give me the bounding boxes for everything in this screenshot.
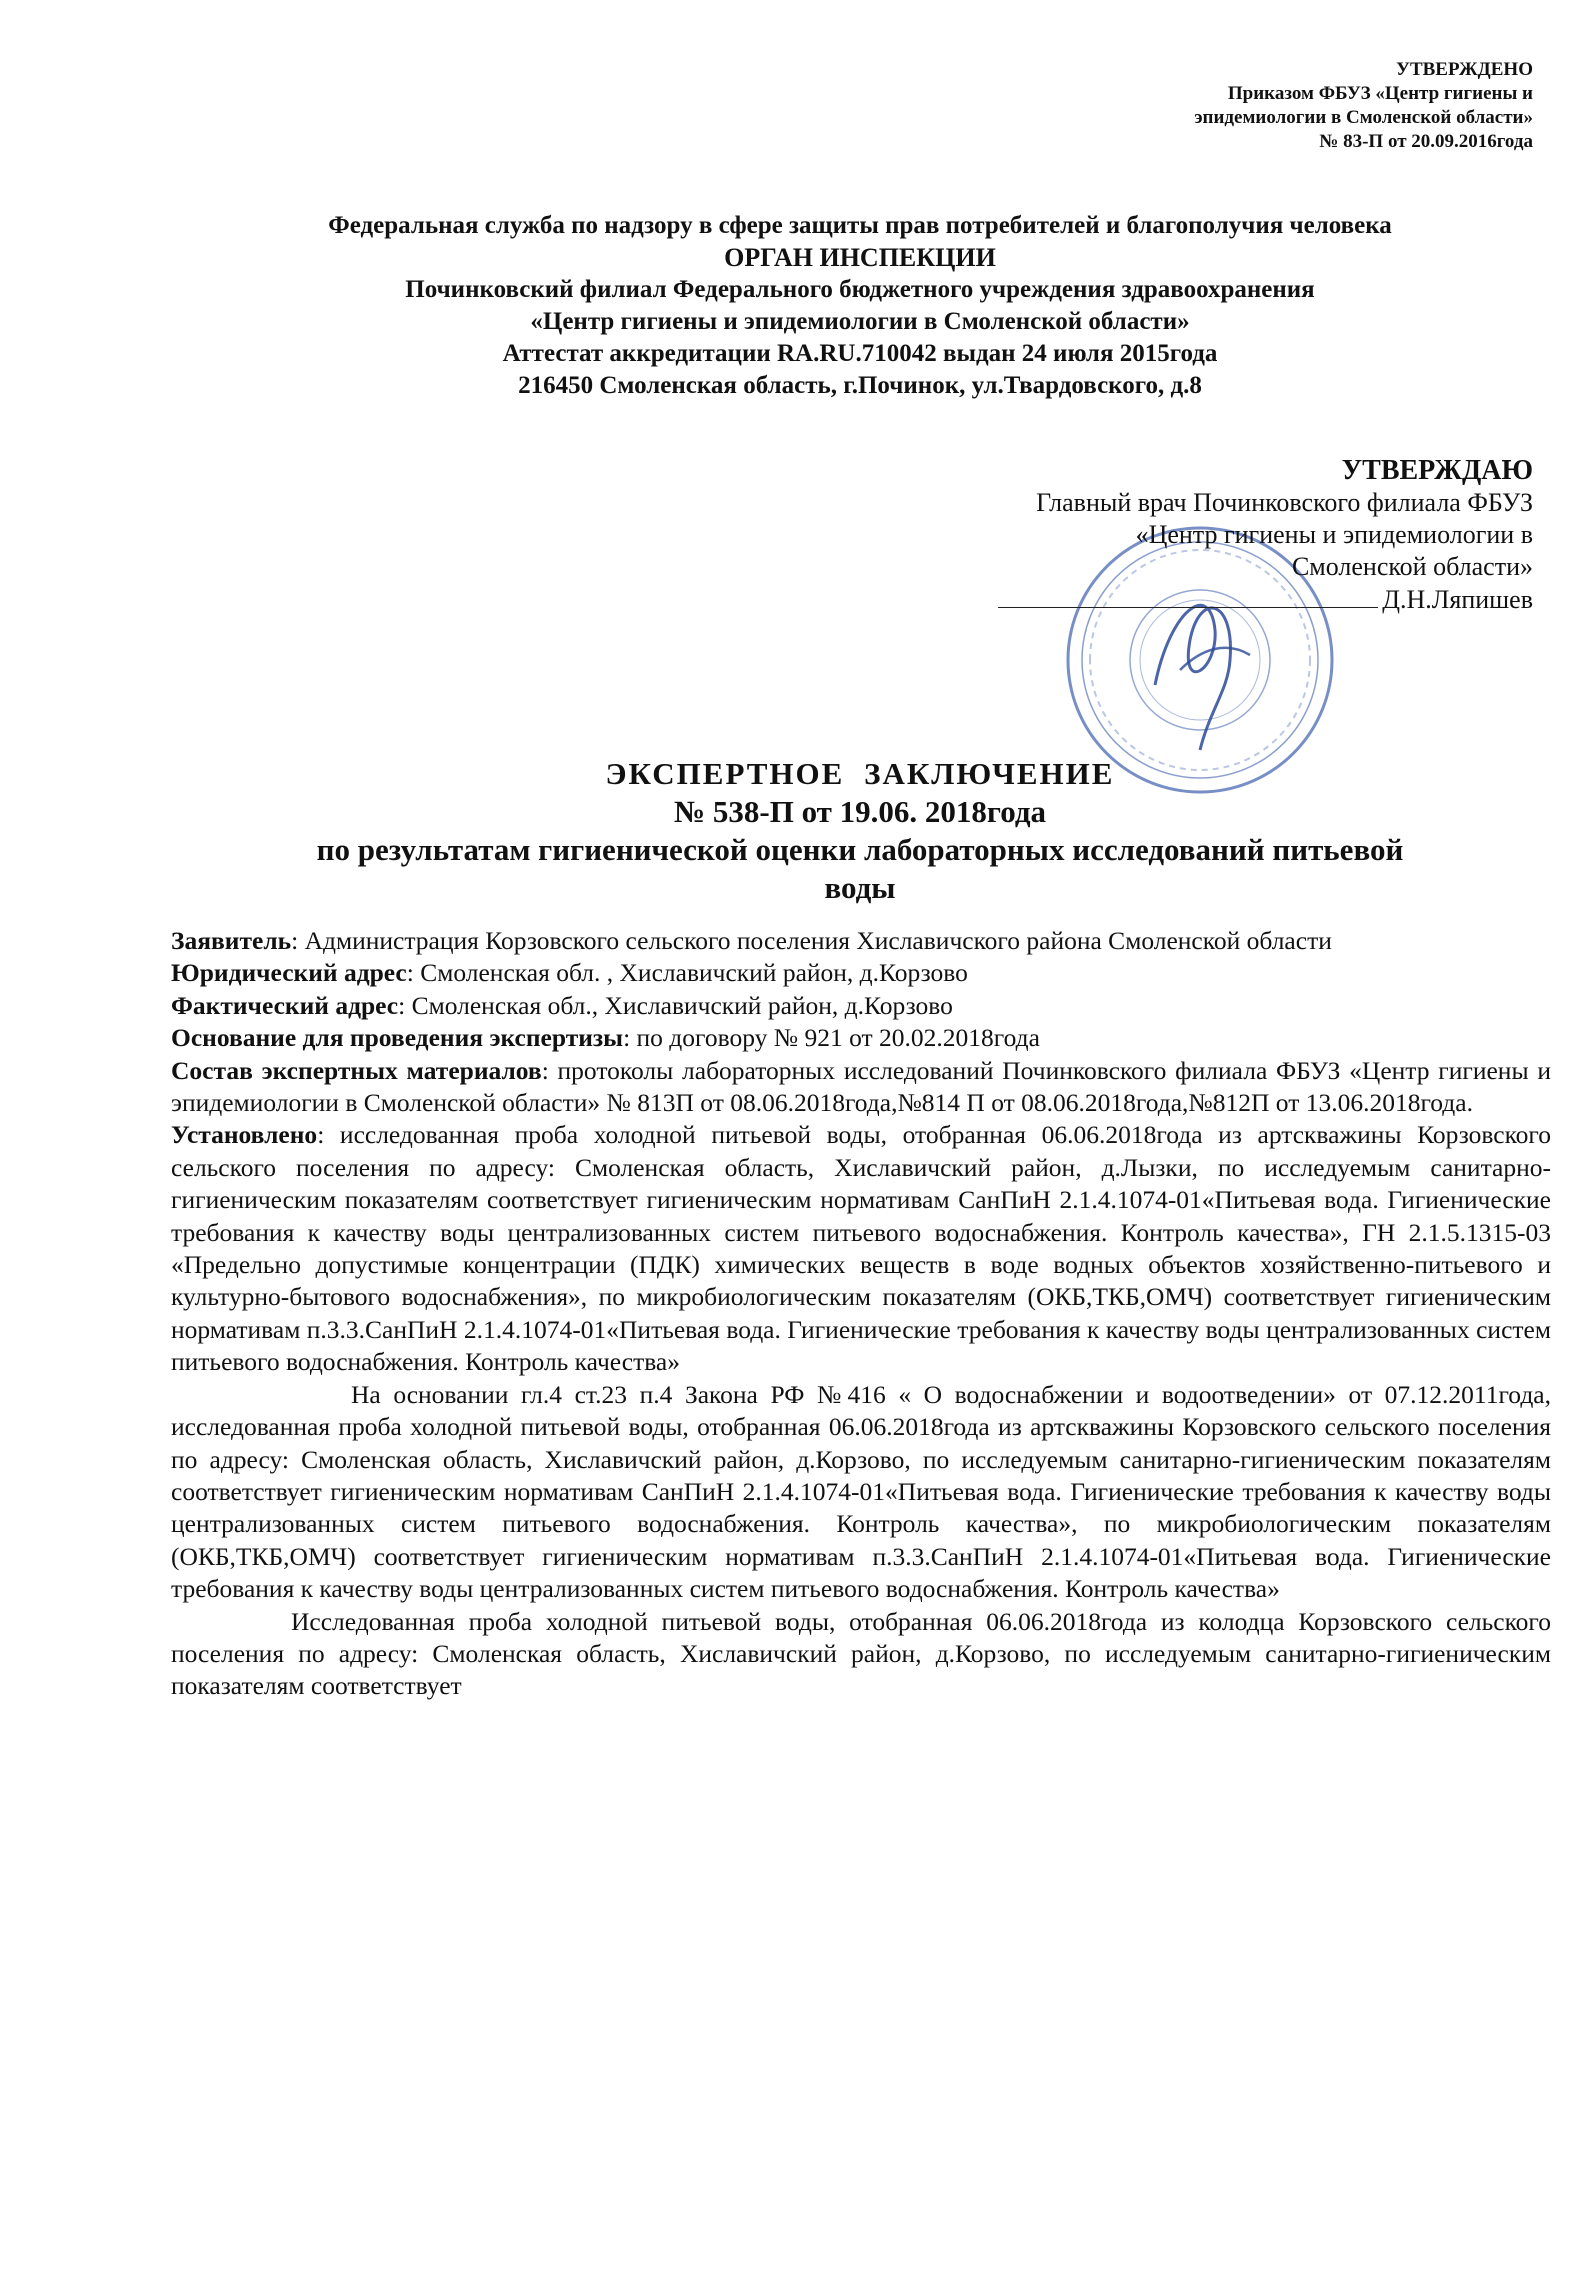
field-legal-address [171,957,1551,989]
approved-label: УТВЕРЖДЕНО [1396,59,1533,80]
org-line-5: Аттестат аккредитации RA.RU.710042 выдан 24 июля 2015года [502,340,1218,367]
confirm-line-1: Главный врач Починковского филиала ФБУЗ [1036,488,1533,517]
applicant-label: Заявитель [171,926,292,955]
title-line-3: по результатам гигиенической оценки лабораторных исследований питьевой [316,832,1404,867]
actual-address-label: Фактический адрес [171,990,399,1020]
title-line-4: воды [824,870,896,905]
actual-address-value: : Смоленская обл., Хиславичский район, д.Корзово [398,990,953,1020]
approved-block [1194,58,1533,154]
established-value: : исследованная проба холодной питьевой воды, отобранная 06.06.2018года из артскважины Корзовского сельского поселения по адресу: Смоленская область, Хиславичский район, д.Лызки, по исследуемым санитарно-гигиеническим показателям соответствует гигиеническим нормативам СанПиН 2.1.4.1074-01«Питьевая вода. Гигиенические требования к качеству воды централизованных систем питьевого водоснабжения. Контроль качества», ГН 2.1.5.1315-03 «Предельно допустимые концентрации (ПДК) химических веществ в воде водных объектов хозяйственно-питьевого и культурно-бытового водоснабжения», по микробиологическим показателям (ОКБ,ТКБ,ОМЧ) соответствует гигиеническим нормативам п.3.3.СанПиН 2.1.4.1074-01«Питьевая вода. Гигиенические требования к качеству воды централизованных систем питьевого водоснабжения. Контроль качества» [171,1120,1551,1377]
confirm-line-3: Смоленской области» [1291,552,1533,581]
approved-line-3: № 83-П от 20.09.2016года [1319,131,1533,152]
organization-header [180,210,1540,402]
approved-line-1: Приказом ФБУЗ «Центр гигиены и [1227,83,1533,104]
established-label: Установлено [171,1120,318,1150]
field-actual-address [171,990,1551,1022]
org-line-6: 216450 Смоленская область, г.Починок, ул.Твардовского, д.8 [518,372,1202,399]
paragraph-conclusion-1: На основании гл.4 ст.23 п.4 Закона РФ №416 « О водоснабжении и водоотведении» от 07.12.2011года, исследованная проба холодной питьевой воды, отобранная 06.06.2018года из артскважины Корзовского сельского поселения по адресу: Смоленская область, Хиславичский район, д.Корзово, по исследуемым санитарно-гигиеническим показателям соответствует гигиеническим нормативам СанПиН 2.1.4.1074-01«Питьевая вода. Гигиенические требования к качеству воды централизованных систем питьевого водоснабжения. Контроль качества», по микробиологическим показателям (ОКБ,ТКБ,ОМЧ) соответствует гигиеническим нормативам п.3.3.СанПиН 2.1.4.1074-01«Питьевая вода. Гигиенические требования к качеству воды централизованных систем питьевого водоснабжения. Контроль качества» [171,1379,1551,1604]
title-line-2: № 538-П от 19.06. 2018года [674,794,1046,829]
org-line-1: Федеральная служба по надзору в сфере защиты прав потребителей и благополучия человека [328,212,1392,239]
field-applicant [171,925,1551,957]
applicant-value: : Администрация Корзовского сельского поселения Хиславичского района Смоленской области [291,926,1332,955]
field-materials [171,1055,1551,1120]
legal-address-label: Юридический адрес [171,958,407,988]
field-basis [171,1022,1551,1054]
basis-value: : по договору № 921 от 20.02.2018года [623,1023,1040,1053]
confirm-block [813,455,1533,616]
signature-line [998,583,1378,608]
legal-address-value: : Смоленская обл. , Хиславичский район, д.Корзово [406,958,968,988]
org-line-4: «Центр гигиены и эпидемиологии в Смоленской области» [530,308,1190,335]
paragraph-conclusion-2: Исследованная проба холодной питьевой воды, отобранная 06.06.2018года из колодца Корзовского сельского поселения по адресу: Смоленская область, Хиславичский район, д.Корзово, по исследуемым санитарно-гигиеническим показателям соответствует [171,1606,1551,1701]
document-body [171,925,1551,1703]
field-established [171,1119,1551,1378]
confirm-line-2: «Центр гигиены и эпидемиологии в [1135,520,1533,549]
org-line-2: ОРГАН ИНСПЕКЦИИ [724,243,996,272]
org-line-3: Починковский филиал Федерального бюджетного учреждения здравоохранения [405,276,1315,303]
materials-value: : протоколы лабораторных исследований Починковского филиала ФБУЗ «Центр гигиены и эпидемиологии в Смоленской области» № 813П от 08.06.2018года,№814 П от 08.06.2018года,№812П от 13.06.2018года. [171,1055,1552,1118]
approved-line-2: эпидемиологии в Смоленской области» [1194,107,1533,128]
title-line-1: ЭКСПЕРТНОЕ ЗАКЛЮЧЕНИЕ [605,756,1115,791]
basis-label: Основание для проведения экспертизы [171,1023,624,1053]
materials-label: Состав экспертных материалов [171,1055,542,1085]
signature-row [813,583,1533,616]
signer-name: Д.Н.Ляпишев [1382,585,1533,614]
document-title [160,755,1560,907]
confirm-label: УТВЕРЖДАЮ [1341,455,1533,486]
